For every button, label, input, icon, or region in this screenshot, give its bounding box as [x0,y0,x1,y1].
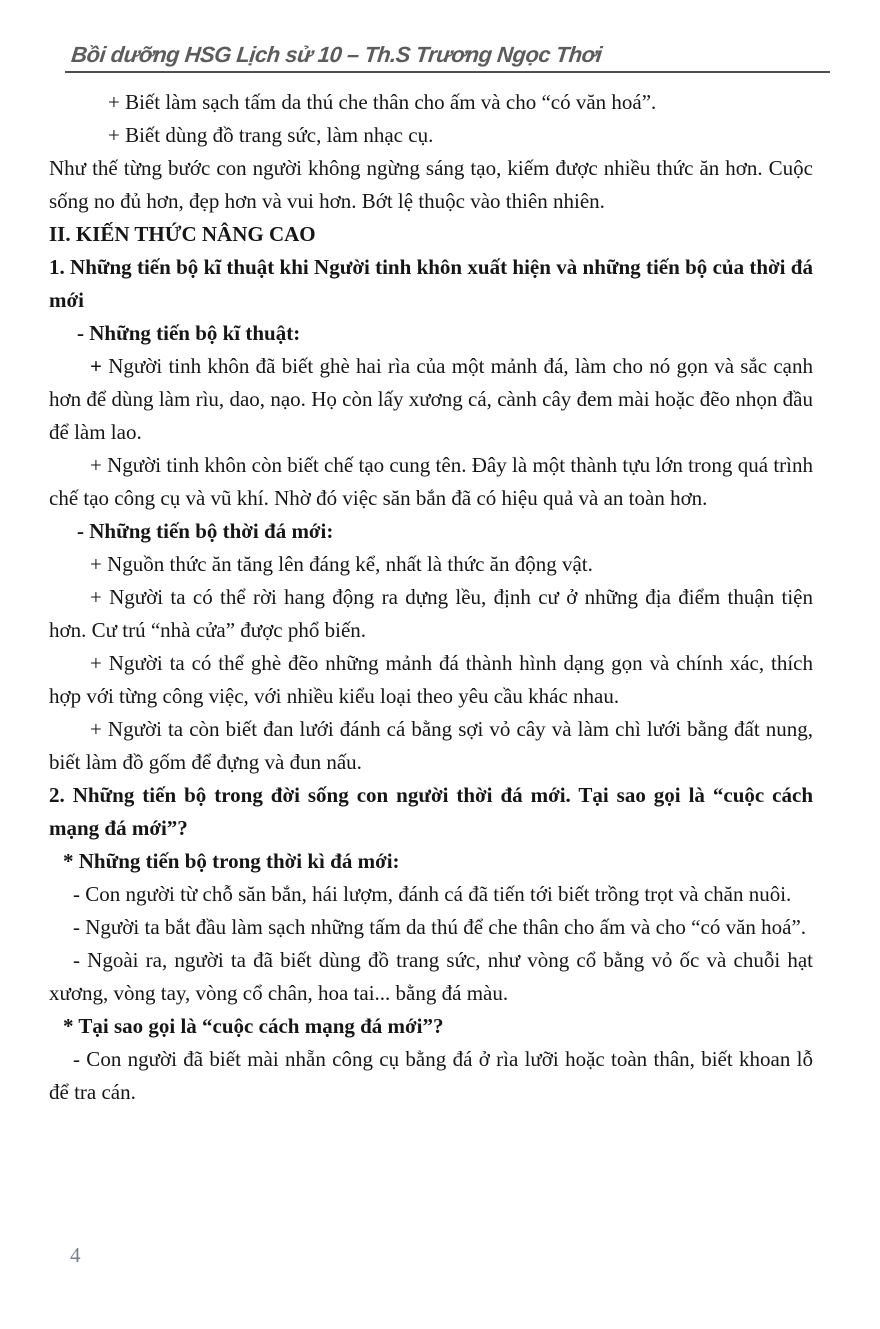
paragraph: * Tại sao gọi là “cuộc cách mạng đá mới”? [63,1014,444,1038]
paragraph: + Người ta có thể rời hang động ra dựng lều, định cư ở những địa điểm thuận tiện hơn. Cư trú “nhà cửa” được phổ biến. [49,585,813,642]
paragraph: + Biết dùng đồ trang sức, làm nhạc cụ. [108,123,434,147]
header-rule [65,71,830,73]
paragraph: 2. Những tiến bộ trong đời sống con người thời đá mới. Tại sao gọi là “cuộc cách mạng đá mới”? [49,783,813,840]
paragraph: + Người tinh khôn còn biết chế tạo cung tên. Đây là một thành tựu lớn trong quá trình chế tạo công cụ và vũ khí. Nhờ đó việc săn bắn đã có hiệu quả và an toàn hơn. [49,453,813,510]
paragraph: + Người ta còn biết đan lưới đánh cá bằng sợi vỏ cây và làm chì lưới bằng đất nung, biết làm đồ gốm để đựng và đun nấu. [49,717,813,774]
paragraph: + Người tinh khôn đã biết ghè hai rìa của một mảnh đá, làm cho nó gọn và sắc cạnh hơn để dùng làm rìu, dao, nạo. Họ còn lấy xương cá, cành cây đem mài hoặc đẽo nhọn đầu để làm lao. [49,354,813,444]
paragraph: 1. Những tiến bộ kĩ thuật khi Người tinh khôn xuất hiện và những tiến bộ của thời đá mới [49,255,813,312]
paragraph: + Nguồn thức ăn tăng lên đáng kể, nhất là thức ăn động vật. [90,552,593,576]
paragraph: - Những tiến bộ kĩ thuật: [77,321,301,345]
paragraph: - Con người đã biết mài nhẵn công cụ bằng đá ở rìa lưỡi hoặc toàn thân, biết khoan lỗ để tra cán. [49,1047,813,1104]
paragraph: - Người ta bắt đầu làm sạch những tấm da thú để che thân cho ấm và cho “có văn hoá”. [73,915,807,939]
paragraph: - Con người từ chỗ săn bắn, hái lượm, đánh cá đã tiến tới biết trồng trọt và chăn nuôi. [73,882,792,906]
paragraph: + Người ta có thể ghè đẽo những mảnh đá thành hình dạng gọn và chính xác, thích hợp với từng công việc, với nhiều kiểu loại theo yêu cầu khác nhau. [49,651,813,708]
paragraph: - Ngoài ra, người ta đã biết dùng đồ trang sức, như vòng cổ bằng vỏ ốc và chuỗi hạt xương, vòng tay, vòng cổ chân, hoa tai... bằng đá màu. [49,948,813,1005]
paragraph: * Những tiến bộ trong thời kì đá mới: [63,849,400,873]
paragraph: Như thế từng bước con người không ngừng sáng tạo, kiếm được nhiều thức ăn hơn. Cuộc sống no đủ hơn, đẹp hơn và vui hơn. Bớt lệ thuộc vào thiên nhiên. [49,156,813,213]
paragraph: + Biết làm sạch tấm da thú che thân cho ấm và cho “có văn hoá”. [108,90,657,114]
page-header-title: Bồi dưỡng HSG Lịch sử 10 – Th.S Trương Ngọc Thơi [70,42,604,67]
paragraph: - Những tiến bộ thời đá mới: [77,519,334,543]
page-number: 4 [70,1243,81,1267]
content [49,86,813,1109]
paragraph: II. KIẾN THỨC NÂNG CAO [49,222,316,246]
